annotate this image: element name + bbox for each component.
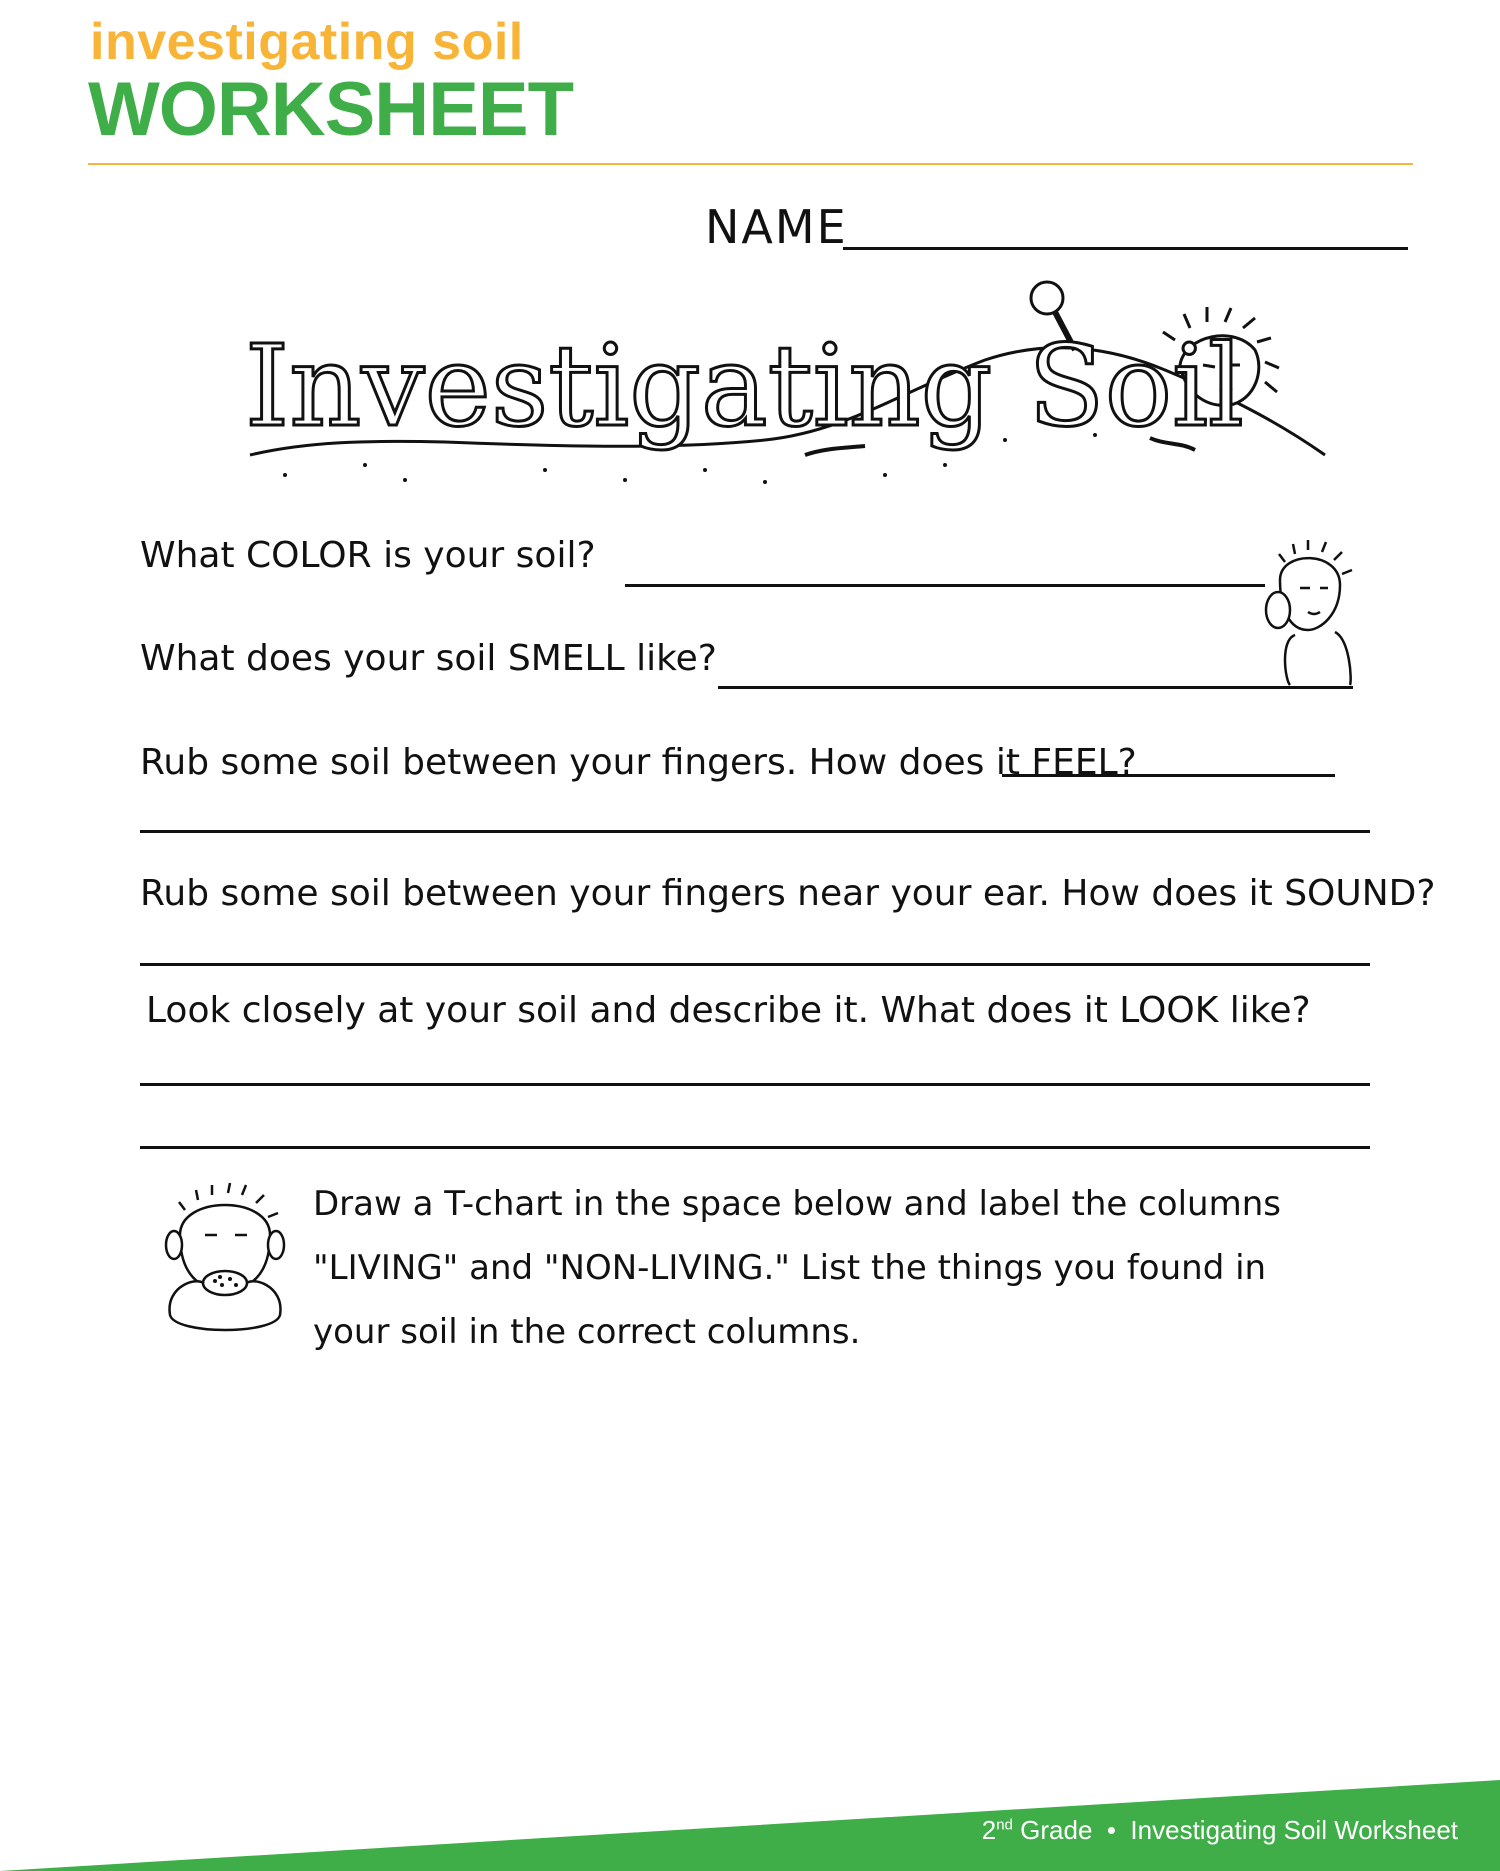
footer-label	[982, 1815, 1458, 1846]
name-label: NAME	[705, 200, 848, 254]
question-smell: What does your soil SMELL like?	[140, 638, 717, 679]
question-sound: Rub some soil between your fingers near your ear. How does it SOUND?	[140, 873, 1436, 914]
question-color: What COLOR is your soil?	[140, 535, 596, 576]
investigating-soil-title-illustration	[245, 270, 1335, 495]
header-subtitle: investigating soil	[90, 13, 524, 71]
footer-grade-word: Grade	[1020, 1815, 1093, 1845]
answer-line-feel-2[interactable]	[140, 830, 1370, 833]
header-divider	[88, 163, 1413, 165]
answer-line-sound[interactable]	[140, 963, 1370, 966]
answer-line-look-1[interactable]	[140, 1083, 1370, 1086]
tchart-instruction-line: Draw a T-chart in the space below and label the columns	[313, 1184, 1281, 1224]
child-holding-soil-illustration	[160, 1175, 290, 1345]
footer-worksheet-title: Investigating Soil Worksheet	[1130, 1815, 1458, 1845]
answer-line-look-2[interactable]	[140, 1146, 1370, 1149]
answer-line-color[interactable]	[625, 584, 1265, 587]
tchart-instruction-line: your soil in the correct columns.	[313, 1312, 861, 1352]
name-answer-line[interactable]	[843, 247, 1408, 250]
question-look: Look closely at your soil and describe it. What does it LOOK like?	[146, 990, 1311, 1031]
smelling-child-illustration	[1240, 540, 1360, 690]
footer-grade-suffix: nd	[996, 1816, 1013, 1834]
footer-bullet: •	[1106, 1815, 1116, 1845]
tchart-instruction-line: "LIVING" and "NON-LIVING." List the things you found in	[313, 1248, 1267, 1288]
header-title: WORKSHEET	[88, 67, 573, 152]
tchart-instructions	[313, 1172, 1373, 1364]
title-art-text: Investigating Soil	[245, 322, 1244, 452]
answer-line-smell[interactable]	[718, 686, 1353, 689]
tchart-drawing-area[interactable]	[140, 1360, 1370, 1760]
answer-line-feel-1[interactable]	[1002, 774, 1335, 777]
question-feel: Rub some soil between your fingers. How does it FEEL?	[140, 742, 1137, 783]
footer-grade-number: 2	[981, 1815, 997, 1845]
